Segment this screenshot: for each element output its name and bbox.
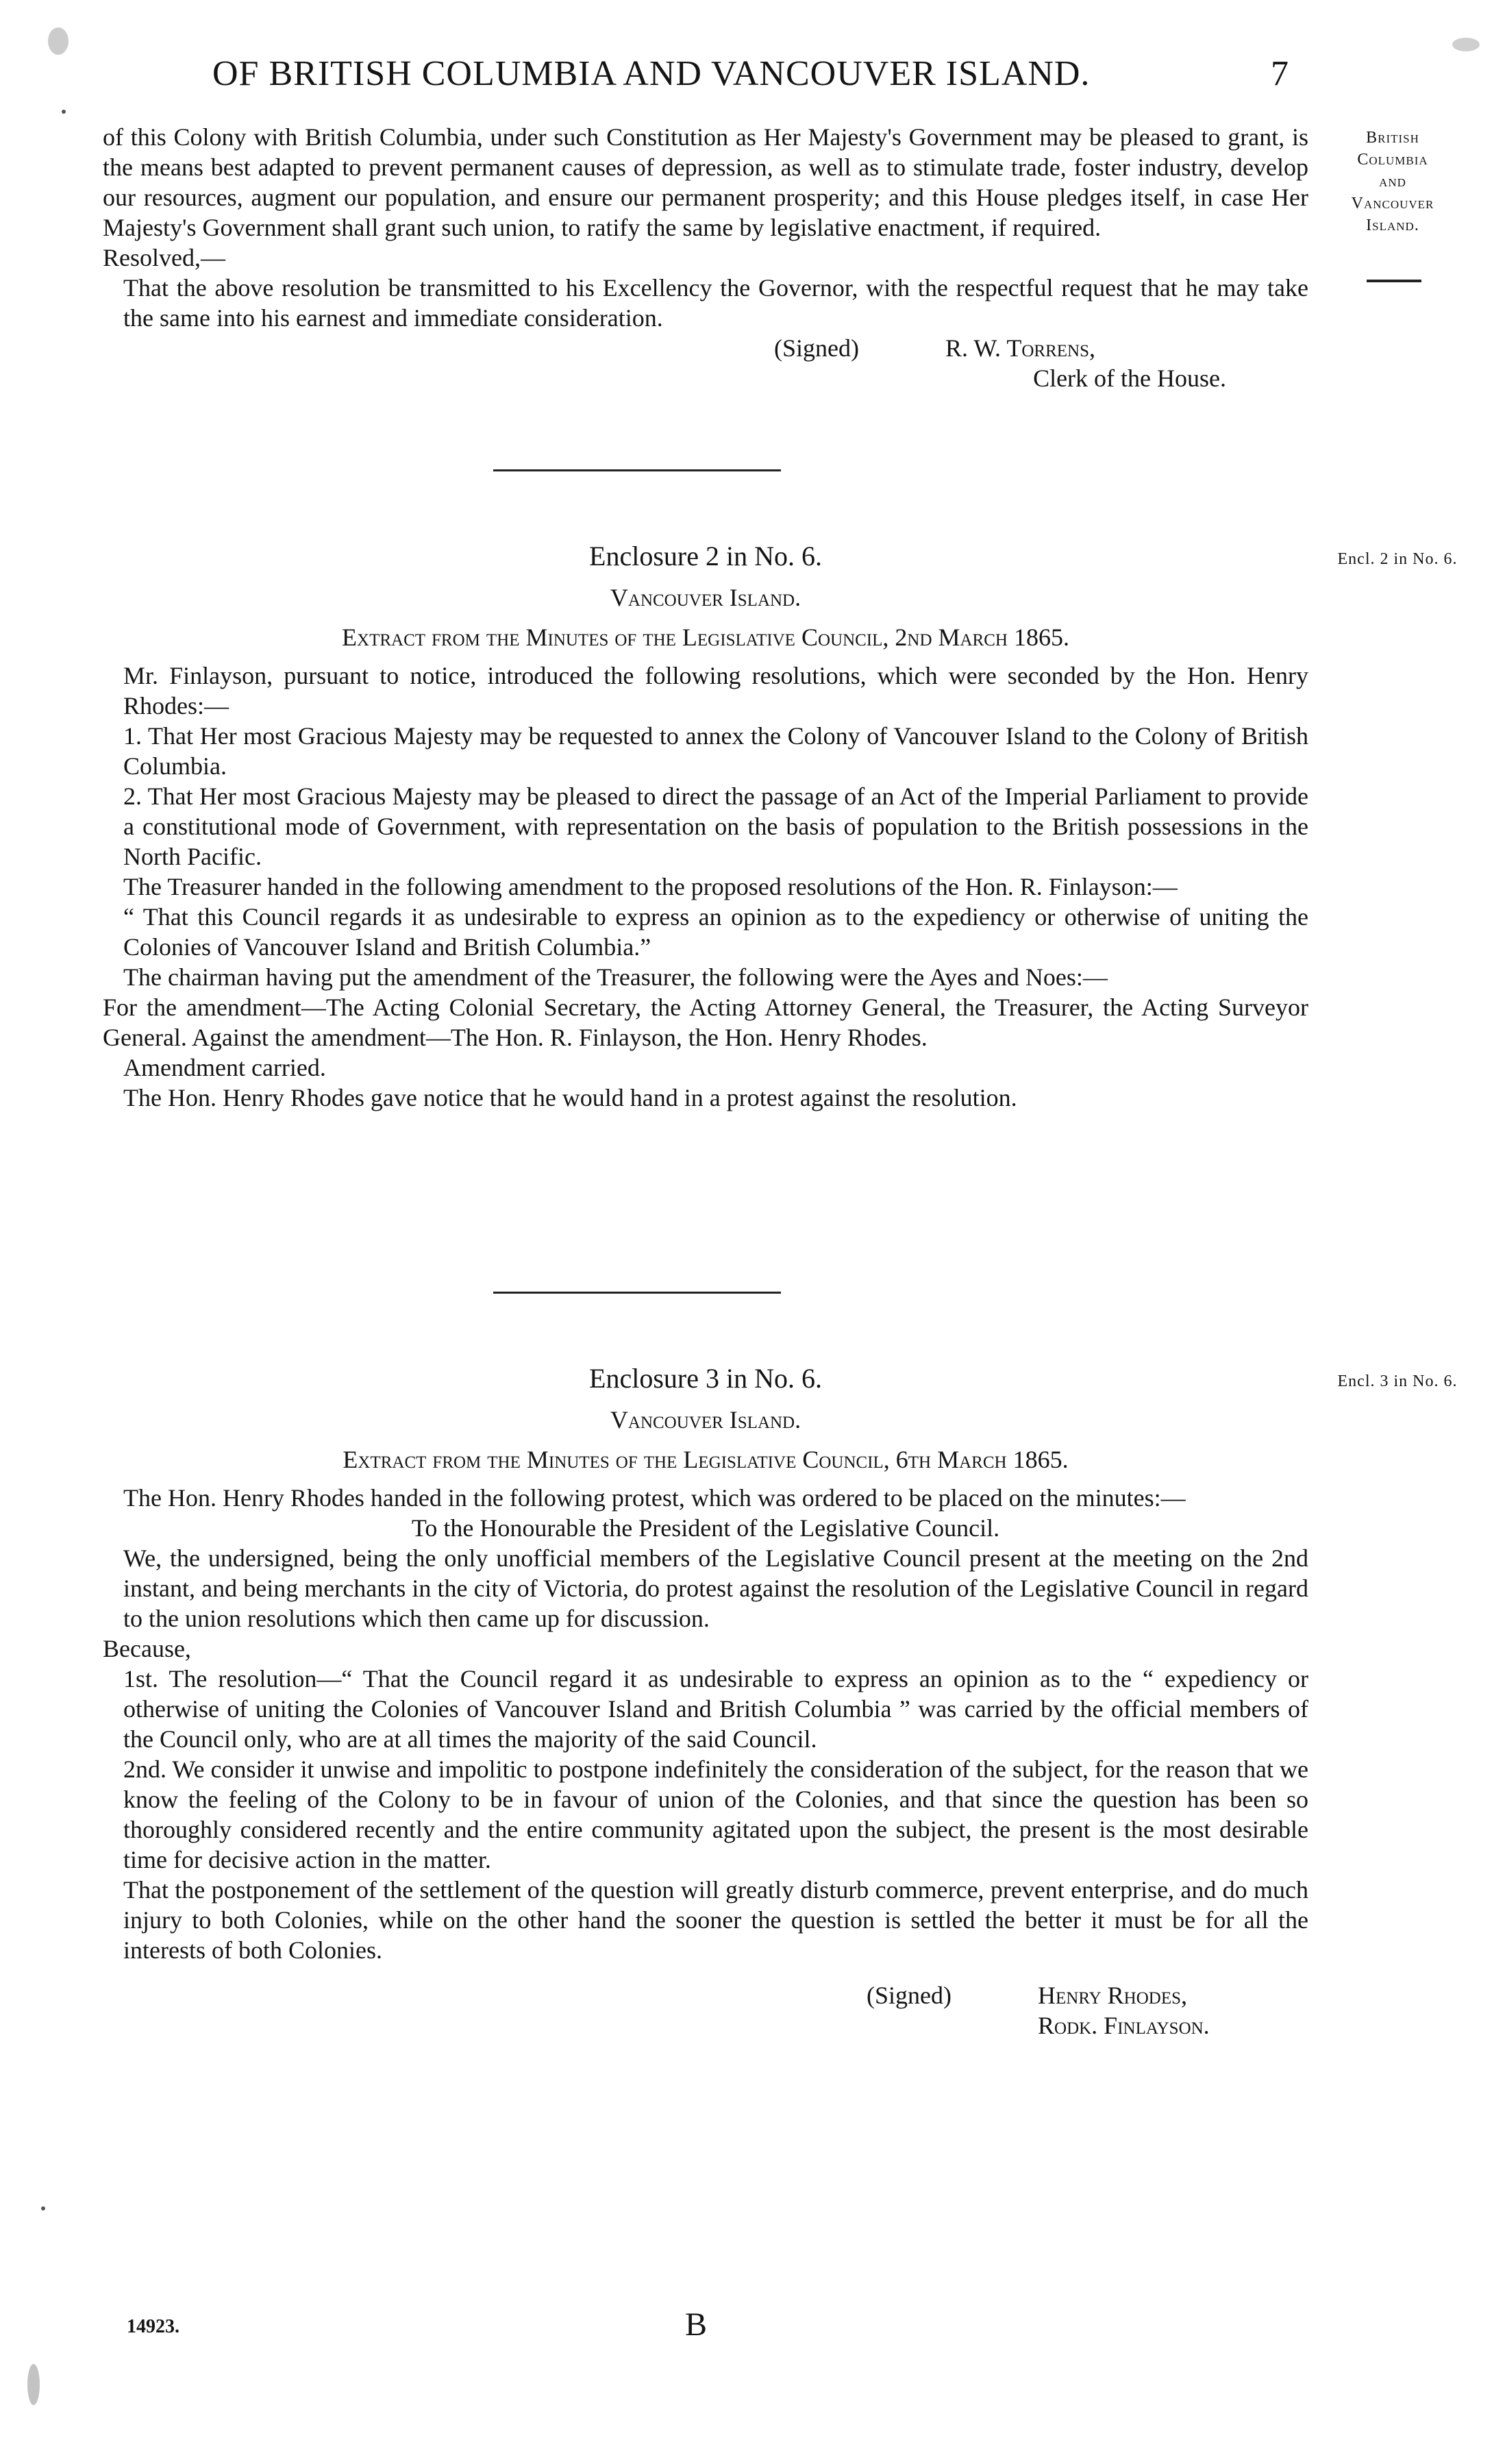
scan-noise [1452,38,1480,51]
extract-heading: Extract from the Minutes of the Legislative Council, 2nd March 1865. [342,624,1069,651]
scan-noise [48,27,69,55]
scan-noise [41,2206,45,2210]
vote-record: For the amendment—The Acting Colonial Secretary, the Acting Attorney General, the Treasurer, the Acting Surveyor General. Against the amendment—The Hon. R. Finlayson, the Hon. Henry Rhodes. [103,994,1308,1051]
because-label: Because, [103,1635,191,1662]
protest-address: To the Honourable the President of the Legislative Council. [411,1514,1000,1542]
margin-rule [1367,280,1421,282]
margin-line: Island. [1366,217,1419,234]
signature-block-line-2 [103,2010,1308,2041]
paragraph: Mr. Finlayson, pursuant to notice, introduced the following resolutions, which were seconded by the Hon. Henry Rhodes:— [123,662,1308,719]
enclosure-2 [103,541,1308,1113]
resolution-1: 1. That Her most Gracious Majesty may be requested to annex the Colony of Vancouver Island to the Colony of British Columbia. [123,722,1308,780]
signed-label: (Signed) [867,1982,951,2009]
signature-row [103,333,1308,363]
margin-note-encl2: Encl. 2 in No. 6. [1337,550,1458,568]
margin-line: Vancouver [1351,195,1434,212]
resolved-label: Resolved,— [103,244,225,271]
page-number: 7 [1271,54,1289,93]
signer-name: R. W. Torrens, [945,334,1096,362]
paragraph: The Treasurer handed in the following amendment to the proposed resolutions of the Hon. R. Finlayson:— [123,873,1178,900]
margin-line: British [1366,129,1419,147]
paragraph: The chairman having put the amendment of the Treasurer, the following were the Ayes and Noes:— [123,963,1108,991]
signature-mark: B [685,2306,708,2343]
paragraph: The Hon. Henry Rhodes gave notice that he would hand in a protest against the resolution. [123,1084,1017,1111]
signer-title: Clerk of the House. [1033,365,1226,392]
amendment-carried: Amendment carried. [123,1054,326,1081]
protest-point-1: 1st. The resolution—“ That the Council regard it as undesirable to express an opinion as to the “ expediency or otherwise of uniting the Colonies of Vancouver Island and British Columbia ” was carried by the official members of the Council only, who are at all times the majority of the said Council. [123,1665,1308,1753]
top-section [103,122,1308,393]
enclosure-3 [103,1364,1308,2041]
enclosure-place: Vancouver Island. [610,584,801,611]
protest-paragraph: We, the undersigned, being the only unofficial members of the Legislative Council present at the meeting on the 2nd instant, and being merchants in the city of Victoria, do protest against the resolution of the Legislative Council in regard to the union resolutions which then came up for discussion. [123,1544,1308,1632]
paragraph: The Hon. Henry Rhodes handed in the following protest, which was ordered to be placed on the minutes:— [123,1484,1186,1512]
protest-point-3: That the postponement of the settlement of the question will greatly disturb commerce, prevent enterprise, and do much injury to both Colonies, while on the other hand the sooner the question is settled the better it must be for all the interests of both Colonies. [123,1876,1308,1964]
margin-line: and [1379,173,1406,190]
signer-name: Rodk. Finlayson. [1038,2012,1210,2039]
scan-noise [27,2364,40,2405]
print-number: 14923. [127,2316,179,2337]
amendment-quote: “ That this Council regards it as undesirable to express an opinion as to the expediency or otherwise of uniting the Colonies of Vancouver Island and British Columbia.” [123,903,1308,961]
margin-line: Columbia [1357,151,1428,169]
resolution-text: That the above resolution be transmitted to his Excellency the Governor, with the respectful request that he may take the same into his earnest and immediate consideration. [123,274,1308,332]
resolution-2: 2. That Her most Gracious Majesty may be pleased to direct the passage of an Act of the Imperial Parliament to provide a constitutional mode of Government, with representation on the basis of population to the British possessions in the North Pacific. [123,783,1308,870]
signer-name: Henry Rhodes, [1038,1982,1188,2009]
margin-note-union [1314,127,1471,236]
enclosure-place: Vancouver Island. [610,1406,801,1433]
section-divider [493,1292,781,1294]
running-title: OF BRITISH COLUMBIA AND VANCOUVER ISLAND. [212,54,1091,93]
margin-note-encl3: Encl. 3 in No. 6. [1337,1372,1458,1390]
signature-block [103,1980,1308,2010]
signed-label: (Signed) [774,334,859,362]
enclosure-title: Enclosure 2 in No. 6. [589,541,822,571]
protest-point-2: 2nd. We consider it unwise and impolitic to postpone indefinitely the consideration of the subject, for the reason that we know the feeling of the Colony to be in favour of union of the Colonies, and that since the question has been so thoroughly considered recently and the entire community agitated upon the subject, the present is the most desirable time for decisive action in the matter. [123,1755,1308,1873]
continuation-paragraph: of this Colony with British Columbia, under such Constitution as Her Majesty's Government may be pleased to grant, is the means best adapted to prevent permanent causes of depression, as well as to stimulate trade, foster industry, develop our resources, augment our population, and ensure our permanent prosperity; and this House pledges itself, in case Her Majesty's Government shall grant such union, to ratify the same by legislative enactment, if required. [103,123,1308,241]
enclosure-title: Enclosure 3 in No. 6. [589,1363,822,1394]
section-divider [493,469,781,471]
scan-noise [62,110,66,114]
extract-heading: Extract from the Minutes of the Legislative Council, 6th March 1865. [343,1446,1069,1473]
